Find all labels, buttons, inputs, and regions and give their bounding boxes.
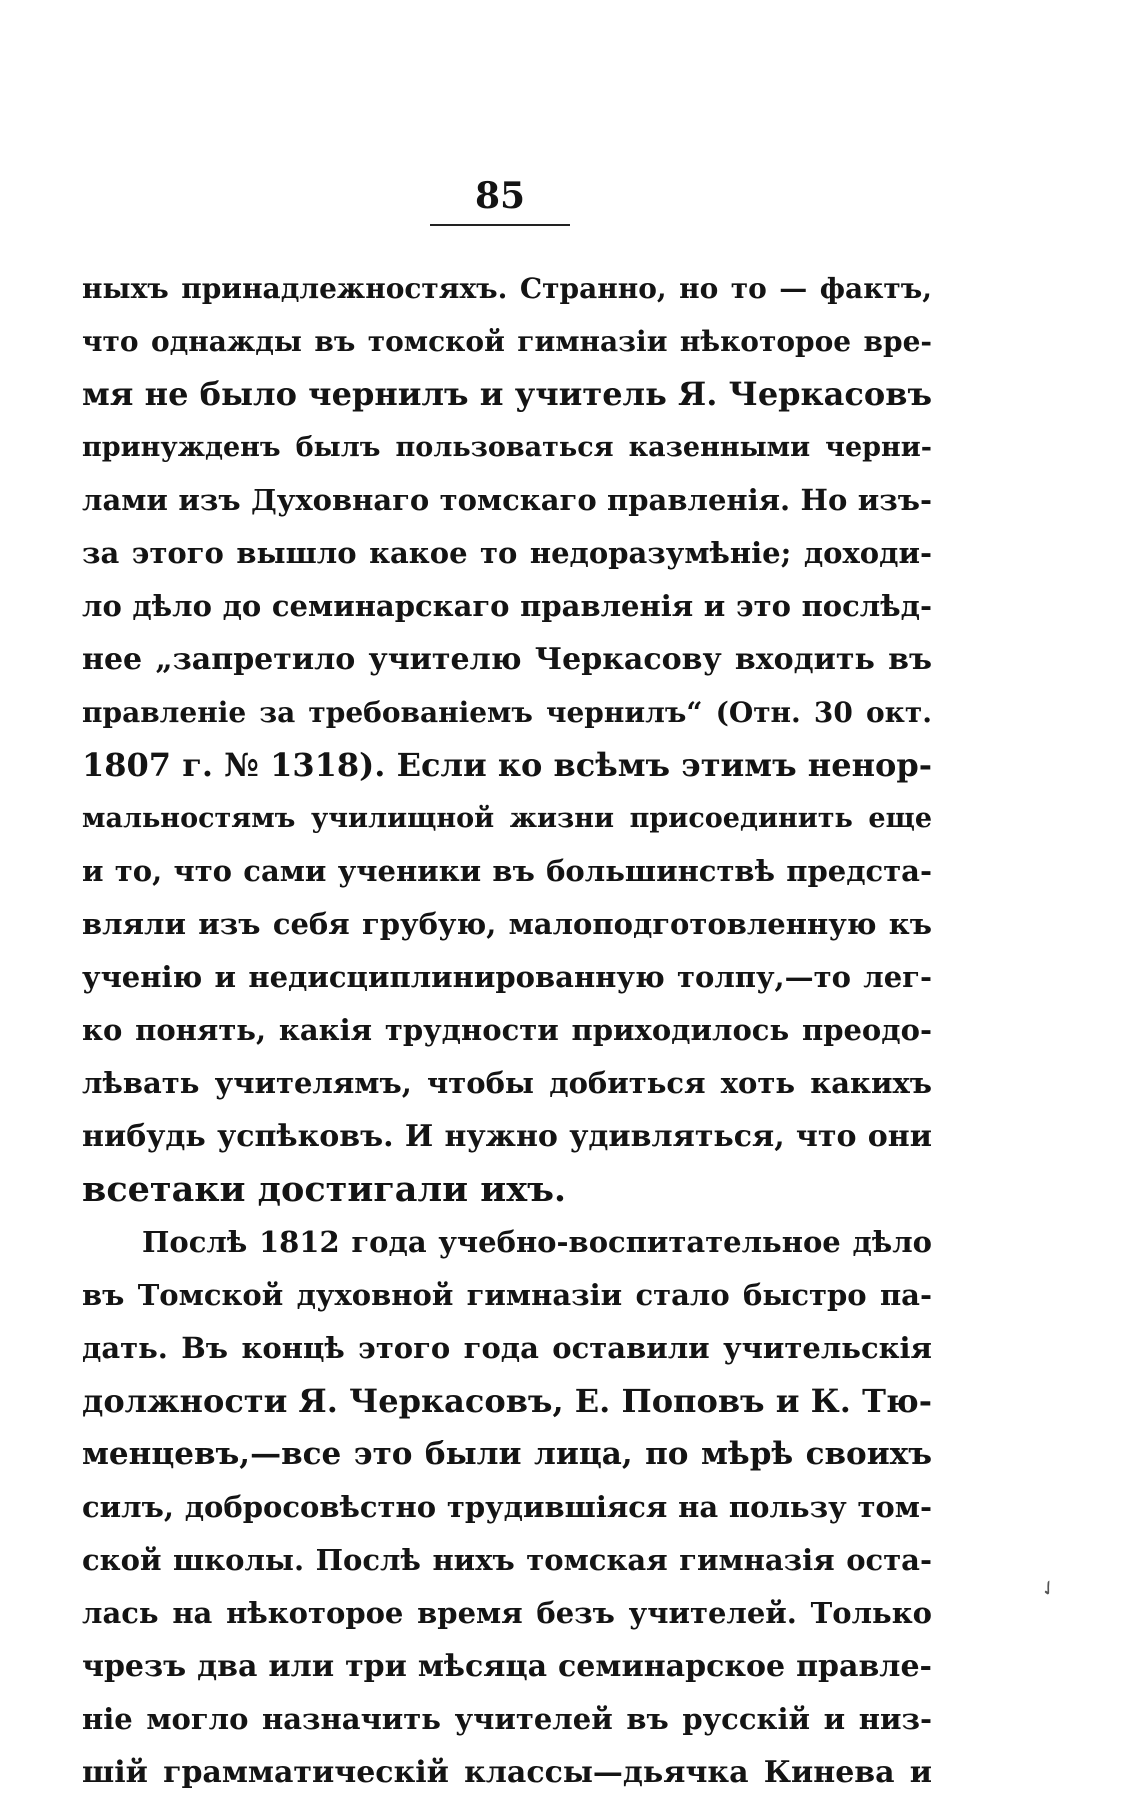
text-line: должности Я. Черкасовъ, Е. Поповъ и К. Тю-	[82, 1382, 932, 1420]
text-line: принужденъ былъ пользоваться казенными черни-	[82, 432, 932, 463]
text-line: въ Томской духовной гимназіи стало быстро па-	[82, 1278, 932, 1312]
text-line: лѣвать учителямъ, чтобы добиться хоть какихъ	[82, 1066, 932, 1100]
text-line: правленіе за требованіемъ чернилъ“ (Отн. 30 окт.	[82, 696, 932, 729]
page-number: 85	[474, 175, 526, 217]
text-line: за этого вышло какое то недоразумѣніе; доходи-	[82, 536, 932, 570]
text-line: нибудь успѣковъ. И нужно удивляться, что они	[82, 1119, 932, 1154]
text-line: чрезъ два или три мѣсяца семинарское правле-	[82, 1649, 932, 1684]
text-line: шій грамматическій классы—дьячка Кинева и	[82, 1755, 932, 1790]
text-line: ніе могло назначить учителей въ русскій и низ-	[82, 1702, 932, 1736]
text-line: 1807 г. № 1318). Если ко всѣмъ этимъ ненор-	[82, 746, 932, 784]
text-line: лась на нѣкоторое время безъ учителей. Только	[82, 1596, 932, 1630]
text-line: ученію и недисциплинированную толпу,—то лег-	[82, 960, 932, 994]
text-line: вляли изъ себя грубую, малоподготовленную къ	[82, 907, 932, 941]
text-line: ко понять, какія трудности приходилось преодо-	[82, 1013, 932, 1047]
text-line: и то, что сами ученики въ большинствѣ предста-	[82, 854, 932, 888]
margin-pencil-mark: ✓	[1034, 1573, 1063, 1603]
text-line: мя не было чернилъ и учитель Я. Черкасовъ	[82, 375, 932, 413]
text-line: Послѣ 1812 года учебно-воспитательное дѣло	[142, 1225, 932, 1259]
paragraph-1	[82, 262, 932, 1216]
text-line: что однажды въ томской гимназіи нѣкоторое вре-	[82, 325, 932, 358]
text-line: дать. Въ концѣ этого года оставили учительскія	[82, 1331, 932, 1365]
text-line: мальностямъ училищной жизни присоединить еще	[82, 803, 932, 834]
text-line: силъ, добросовѣстно трудившіяся на пользу том-	[82, 1490, 932, 1524]
paragraph-2	[82, 1216, 932, 1799]
text-line: нее „запретило учителю Черкасову входить въ	[82, 642, 932, 677]
text-line: ныхъ принадлежностяхъ. Странно, но то — фактъ,	[82, 272, 932, 305]
text-line: всетаки достигали ихъ.	[82, 1169, 567, 1210]
body-text	[82, 262, 932, 1799]
text-line: менцевъ,—все это были лица, по мѣрѣ своихъ	[82, 1436, 932, 1472]
text-line: ской школы. Послѣ нихъ томская гимназія оста-	[82, 1543, 932, 1577]
text-line: ло дѣло до семинарскаго правленія и это послѣд-	[82, 589, 932, 623]
text-line: лами изъ Духовнаго томскаго правленія. Но изъ-	[82, 483, 932, 517]
page-number-rule	[430, 224, 570, 226]
